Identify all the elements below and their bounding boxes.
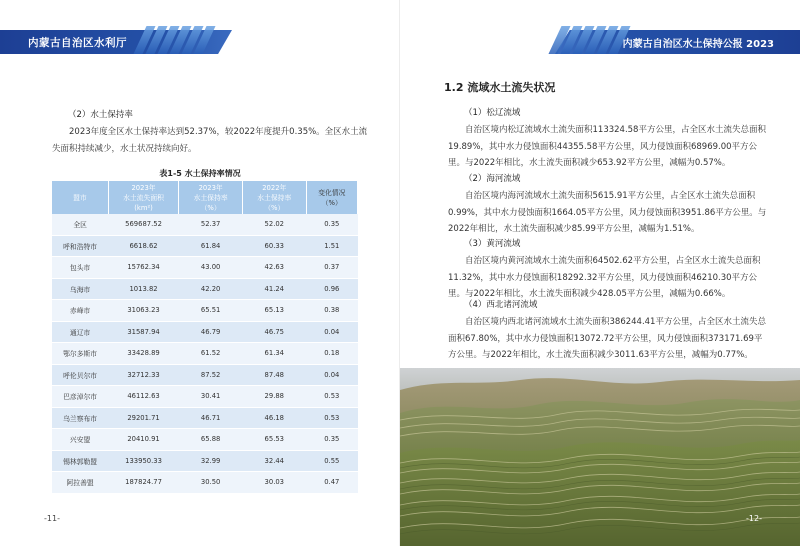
table-cell: 呼伦贝尔市 bbox=[52, 364, 108, 386]
table-cell: 0.47 bbox=[306, 472, 357, 494]
table-cell: 32.99 bbox=[179, 450, 243, 472]
table-row bbox=[52, 321, 358, 343]
table-cell: 全区 bbox=[52, 214, 108, 235]
table-cell: 42.20 bbox=[179, 278, 243, 300]
table-cell: 30.50 bbox=[179, 472, 243, 494]
table-body bbox=[52, 214, 358, 493]
basin-text-songliao: 自治区境内松辽流域水土流失面积113324.58平方公里，占全区水土流失总面积19.89%，其中水力侵蚀面积44355.58平方公里，风力侵蚀面积68969.00平方公里。与2022年相比，水土流失面积减少653.92平方公里，减幅为0.57%。 bbox=[448, 125, 766, 168]
table-cell: 61.34 bbox=[242, 343, 306, 365]
table-cell: 87.48 bbox=[242, 364, 306, 386]
left-header-stripes bbox=[140, 26, 209, 54]
table-cell: 0.04 bbox=[306, 364, 357, 386]
table-cell: 兴安盟 bbox=[52, 429, 108, 451]
soil-retention-table bbox=[52, 181, 358, 494]
basin-heading-songliao: （1）松辽流域 bbox=[464, 108, 521, 118]
col-header-region: 盟市 bbox=[52, 181, 108, 214]
table-row bbox=[52, 429, 358, 451]
table-cell: 30.03 bbox=[242, 472, 306, 494]
table-cell: 46.71 bbox=[179, 407, 243, 429]
col-header-area-2023: 2023年 水土流失面积 (km²) bbox=[108, 181, 179, 214]
table-cell: 乌兰察布市 bbox=[52, 407, 108, 429]
table-cell: 6618.62 bbox=[108, 235, 179, 257]
table-row bbox=[52, 235, 358, 257]
table-cell: 46.75 bbox=[242, 321, 306, 343]
table-cell: 87.52 bbox=[179, 364, 243, 386]
table-row bbox=[52, 450, 358, 472]
table-cell: 65.53 bbox=[242, 429, 306, 451]
table-cell: 61.84 bbox=[179, 235, 243, 257]
table-cell: 0.35 bbox=[306, 214, 357, 235]
table-cell: 65.88 bbox=[179, 429, 243, 451]
col-header-rate-2022: 2022年 水土保持率 （%） bbox=[242, 181, 306, 214]
table-cell: 0.35 bbox=[306, 429, 357, 451]
table-header-row bbox=[52, 181, 358, 214]
table-cell: 61.52 bbox=[179, 343, 243, 365]
table-cell: 41.24 bbox=[242, 278, 306, 300]
table-cell: 60.33 bbox=[242, 235, 306, 257]
terraced-hills-photo bbox=[400, 368, 800, 546]
table-cell: 0.18 bbox=[306, 343, 357, 365]
table-title: 表1-5 水土保持率情况 bbox=[159, 169, 241, 178]
table-cell: 42.63 bbox=[242, 257, 306, 279]
soil-retention-paragraph: 2023年度全区水土保持率达到52.37%，较2022年度提升0.35%。全区水土流失面积持续减少，水土状况持续向好。 bbox=[52, 127, 368, 154]
table-cell: 巴彦淖尔市 bbox=[52, 386, 108, 408]
basin-heading-haihe: （2）海河流域 bbox=[464, 174, 521, 184]
right-header-title: 内蒙古自治区水土保持公报 2023 bbox=[622, 39, 774, 50]
table-cell: 133950.33 bbox=[108, 450, 179, 472]
table-cell: 46.18 bbox=[242, 407, 306, 429]
table-cell: 52.37 bbox=[179, 214, 243, 235]
table-cell: 33428.89 bbox=[108, 343, 179, 365]
table-cell: 65.51 bbox=[179, 300, 243, 322]
basin-text-haihe: 自治区境内海河流域水土流失面积5615.91平方公里，占全区水土流失总面积0.99%，其中水力侵蚀面积1664.05平方公里，风力侵蚀面积3951.86平方公里。与2022年相比，水土流失面积减少85.99平方公里，减幅为1.51%。 bbox=[448, 191, 767, 234]
table-cell: 0.53 bbox=[306, 407, 357, 429]
table-row bbox=[52, 343, 358, 365]
table-cell: 鄂尔多斯市 bbox=[52, 343, 108, 365]
table-row bbox=[52, 300, 358, 322]
table-cell: 包头市 bbox=[52, 257, 108, 279]
table-cell: 20410.91 bbox=[108, 429, 179, 451]
table-cell: 1013.82 bbox=[108, 278, 179, 300]
table-cell: 1.51 bbox=[306, 235, 357, 257]
table-cell: 187824.77 bbox=[108, 472, 179, 494]
table-cell: 31063.23 bbox=[108, 300, 179, 322]
right-page bbox=[400, 0, 800, 546]
table-row bbox=[52, 278, 358, 300]
table-cell: 31587.94 bbox=[108, 321, 179, 343]
table-row bbox=[52, 364, 358, 386]
right-page-number: -12- bbox=[746, 514, 762, 523]
table-cell: 0.55 bbox=[306, 450, 357, 472]
table-cell: 0.96 bbox=[306, 278, 357, 300]
table-cell: 43.00 bbox=[179, 257, 243, 279]
table-cell: 569687.52 bbox=[108, 214, 179, 235]
table-cell: 锡林郭勒盟 bbox=[52, 450, 108, 472]
basin-heading-yellow-river: （3）黄河流域 bbox=[464, 239, 521, 249]
table-row bbox=[52, 386, 358, 408]
table-cell: 32.44 bbox=[242, 450, 306, 472]
table-row bbox=[52, 472, 358, 494]
col-header-rate-2023: 2023年 水土保持率 （%） bbox=[179, 181, 243, 214]
table-cell: 29.88 bbox=[242, 386, 306, 408]
table-cell: 0.53 bbox=[306, 386, 357, 408]
basin-text-northwest: 自治区境内西北诸河流域水土流失面积386244.41平方公里，占全区水土流失总面积67.80%，其中水力侵蚀面积13072.72平方公里，风力侵蚀面积373171.69平方公里。与2022年相比，水土流失面积减少3011.63平方公里，减幅为0.77%。 bbox=[448, 317, 766, 360]
section-title: 1.2 流域水土流失状况 bbox=[444, 81, 556, 94]
col-header-change: 变化情况 （%） bbox=[306, 181, 357, 214]
table-row bbox=[52, 214, 358, 235]
table-cell: 0.38 bbox=[306, 300, 357, 322]
table-cell: 0.04 bbox=[306, 321, 357, 343]
left-page-number: -11- bbox=[44, 514, 60, 523]
table-cell: 乌海市 bbox=[52, 278, 108, 300]
table-cell: 52.02 bbox=[242, 214, 306, 235]
table-cell: 0.37 bbox=[306, 257, 357, 279]
table-cell: 32712.33 bbox=[108, 364, 179, 386]
basin-heading-northwest: （4）西北诸河流域 bbox=[464, 300, 538, 310]
terrace-landscape-illustration bbox=[400, 368, 800, 546]
table-cell: 30.41 bbox=[179, 386, 243, 408]
table-cell: 呼和浩特市 bbox=[52, 235, 108, 257]
table-cell: 46112.63 bbox=[108, 386, 179, 408]
table-cell: 阿拉善盟 bbox=[52, 472, 108, 494]
table-cell: 15762.34 bbox=[108, 257, 179, 279]
right-header-stripes bbox=[555, 26, 624, 54]
left-header-title: 内蒙古自治区水利厅 bbox=[28, 37, 127, 49]
basin-text-yellow-river: 自治区境内黄河流域水土流失面积64502.62平方公里，占全区水土流失总面积11.32%，其中水力侵蚀面积18292.32平方公里，风力侵蚀面积46210.30平方公里。与2022年相比，水土流失面积减少428.05平方公里，减幅为0.66%。 bbox=[448, 256, 761, 299]
table-cell: 65.13 bbox=[242, 300, 306, 322]
table-cell: 通辽市 bbox=[52, 321, 108, 343]
table-row bbox=[52, 257, 358, 279]
table-row bbox=[52, 407, 358, 429]
subheading-soil-retention: （2）水土保持率 bbox=[68, 110, 133, 120]
table-cell: 29201.71 bbox=[108, 407, 179, 429]
table-cell: 赤峰市 bbox=[52, 300, 108, 322]
table-cell: 46.79 bbox=[179, 321, 243, 343]
